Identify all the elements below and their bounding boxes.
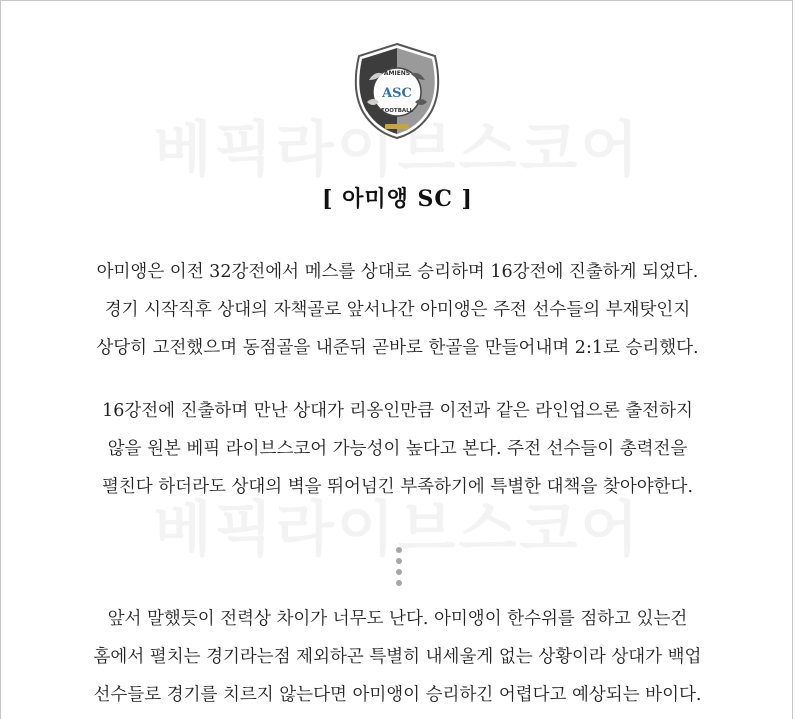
paragraph-line: 경기 시작직후 상대의 자책골로 앞서나간 아미앵은 주전 선수들의 부재탓인지 <box>104 300 691 320</box>
paragraph-line: 아미앵은 이전 32강전에서 메스를 상대로 승리하며 16강전에 진출하게 되었다. <box>96 262 699 282</box>
divider-dot <box>396 580 402 586</box>
paragraph-3 <box>60 600 735 714</box>
divider-dot <box>396 547 402 553</box>
logo-monogram: ASC <box>382 86 412 101</box>
divider-dot <box>396 558 402 564</box>
paragraph-line: 펼친다 하더라도 상대의 벽을 뛰어넘긴 부족하기에 특별한 대책을 찾아야한다. <box>101 477 694 497</box>
paragraph-1 <box>60 253 735 367</box>
paragraph-2 <box>60 392 735 506</box>
logo-top-text: AMIENS <box>383 70 411 77</box>
paragraph-line: 16강전에 진출하며 만난 상대가 리옹인만큼 이전과 같은 라인업으론 출전하지 <box>102 401 693 421</box>
divider-dot <box>396 569 402 575</box>
paragraph-line: 상당히 고전했으며 동점골을 내준뒤 곧바로 한골을 만들어내며 2:1로 승리했다. <box>96 338 699 358</box>
paragraph-line: 않을 원본 베픽 라이브스코어 가능성이 높다고 본다. 주전 선수들이 총력전을 <box>107 439 688 459</box>
amiens-club-crest-logo <box>347 40 447 140</box>
article-title: [ 아미앵 SC ] <box>322 186 473 212</box>
paragraph-line: 홈에서 펼치는 경기라는점 제외하곤 특별히 내세울게 없는 상황이라 상대가 백업 <box>93 647 702 667</box>
paragraph-line: 앞서 말했듯이 전력상 차이가 너무도 난다. 아미앵이 한수위를 점하고 있는건 <box>107 609 688 629</box>
logo-bottom-text: FOOTBALL <box>380 108 414 114</box>
paragraph-line: 선수들로 경기를 치르지 않는다면 아미앵이 승리하긴 어렵다고 예상되는 바이다. <box>93 685 702 705</box>
section-divider-dots <box>395 547 403 591</box>
